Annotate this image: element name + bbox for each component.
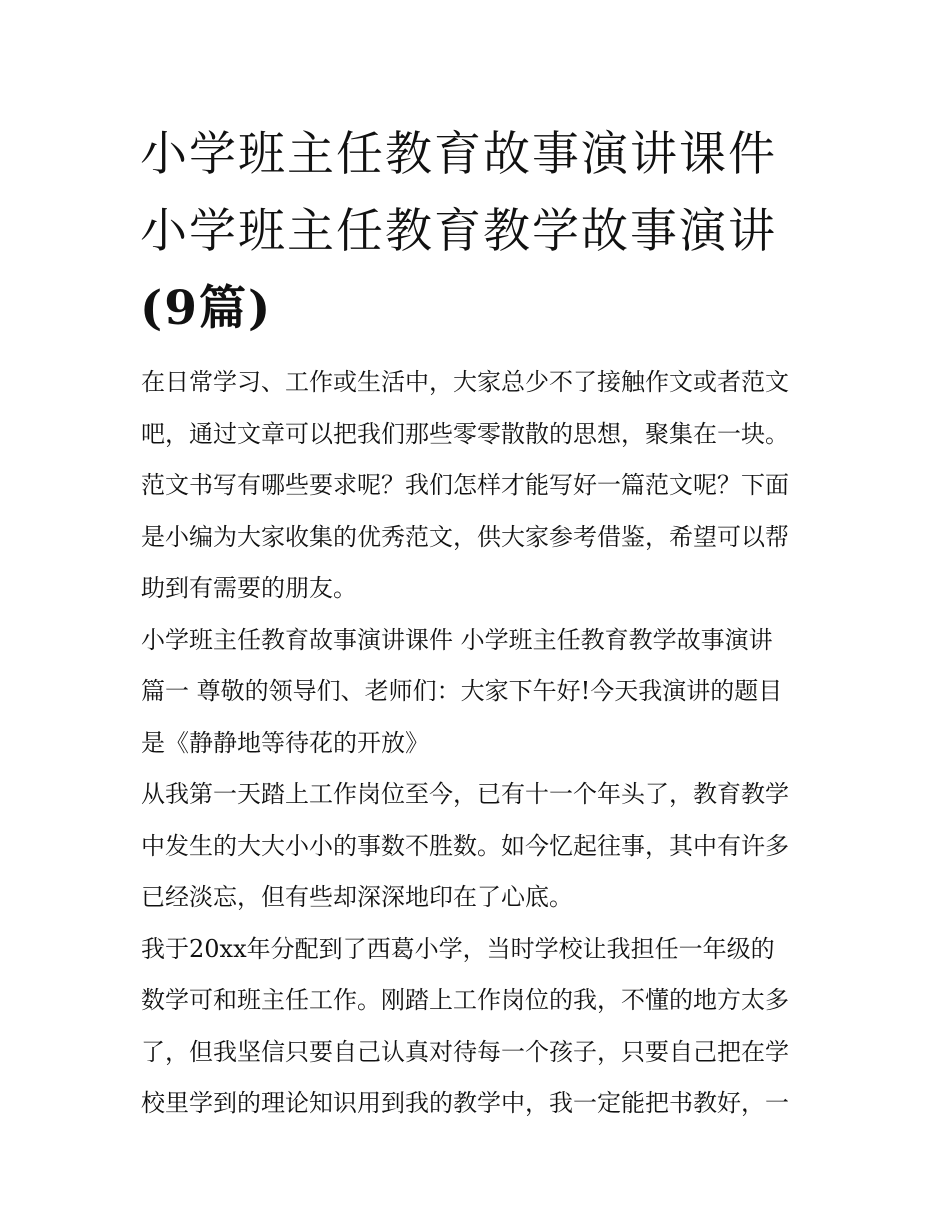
text-line: 了，但我坚信只要自己认真对待每一个孩子，只要自己把在学	[141, 1037, 789, 1066]
text-line: 助到有需要的朋友。	[141, 574, 357, 602]
text-line: 我于20xx年分配到了西葛小学，当时学校让我担任一年级的	[141, 934, 775, 963]
title-line: 小学班主任教育教学故事演讲	[140, 204, 777, 259]
text-line: 篇一 尊敬的领导们、老师们：大家下午好!今天我演讲的题目	[141, 677, 783, 705]
title-line: 小学班主任教育故事演讲课件	[140, 127, 777, 182]
text-line: 数学可和班主任工作。刚踏上工作岗位的我，不懂的地方太多	[141, 986, 789, 1014]
text-line: 吧，通过文章可以把我们那些零零散散的思想，聚集在一块。	[141, 419, 789, 448]
paragraph-assignment	[141, 924, 821, 1130]
text-line: 校里学到的理论知识用到我的教学中，我一定能把书教好，一	[141, 1089, 789, 1117]
paragraph-intro	[141, 357, 821, 615]
title-line: (9篇)	[140, 281, 273, 336]
text-line: 从我第一天踏上工作岗位至今，已有十一个年头了，教育教学	[141, 780, 789, 808]
text-line: 是小编为大家收集的优秀范文，供大家参考借鉴，希望可以帮	[141, 522, 789, 551]
text-line: 范文书写有哪些要求呢？我们怎样才能写好一篇范文呢？下面	[141, 471, 789, 499]
document-title	[140, 116, 820, 347]
paragraph-memory	[141, 769, 821, 924]
document-body	[141, 357, 821, 1130]
text-line: 中发生的大大小小的事数不胜数。如今忆起往事，其中有许多	[141, 831, 789, 860]
text-line: 是《静静地等待花的开放》	[141, 728, 429, 757]
paragraph-heading	[141, 615, 821, 770]
text-line: 小学班主任教育故事演讲课件 小学班主任教育教学故事演讲	[141, 625, 773, 654]
text-line: 在日常学习、工作或生活中，大家总少不了接触作文或者范文	[141, 368, 789, 396]
text-line: 已经淡忘，但有些却深深地印在了心底。	[141, 883, 573, 911]
